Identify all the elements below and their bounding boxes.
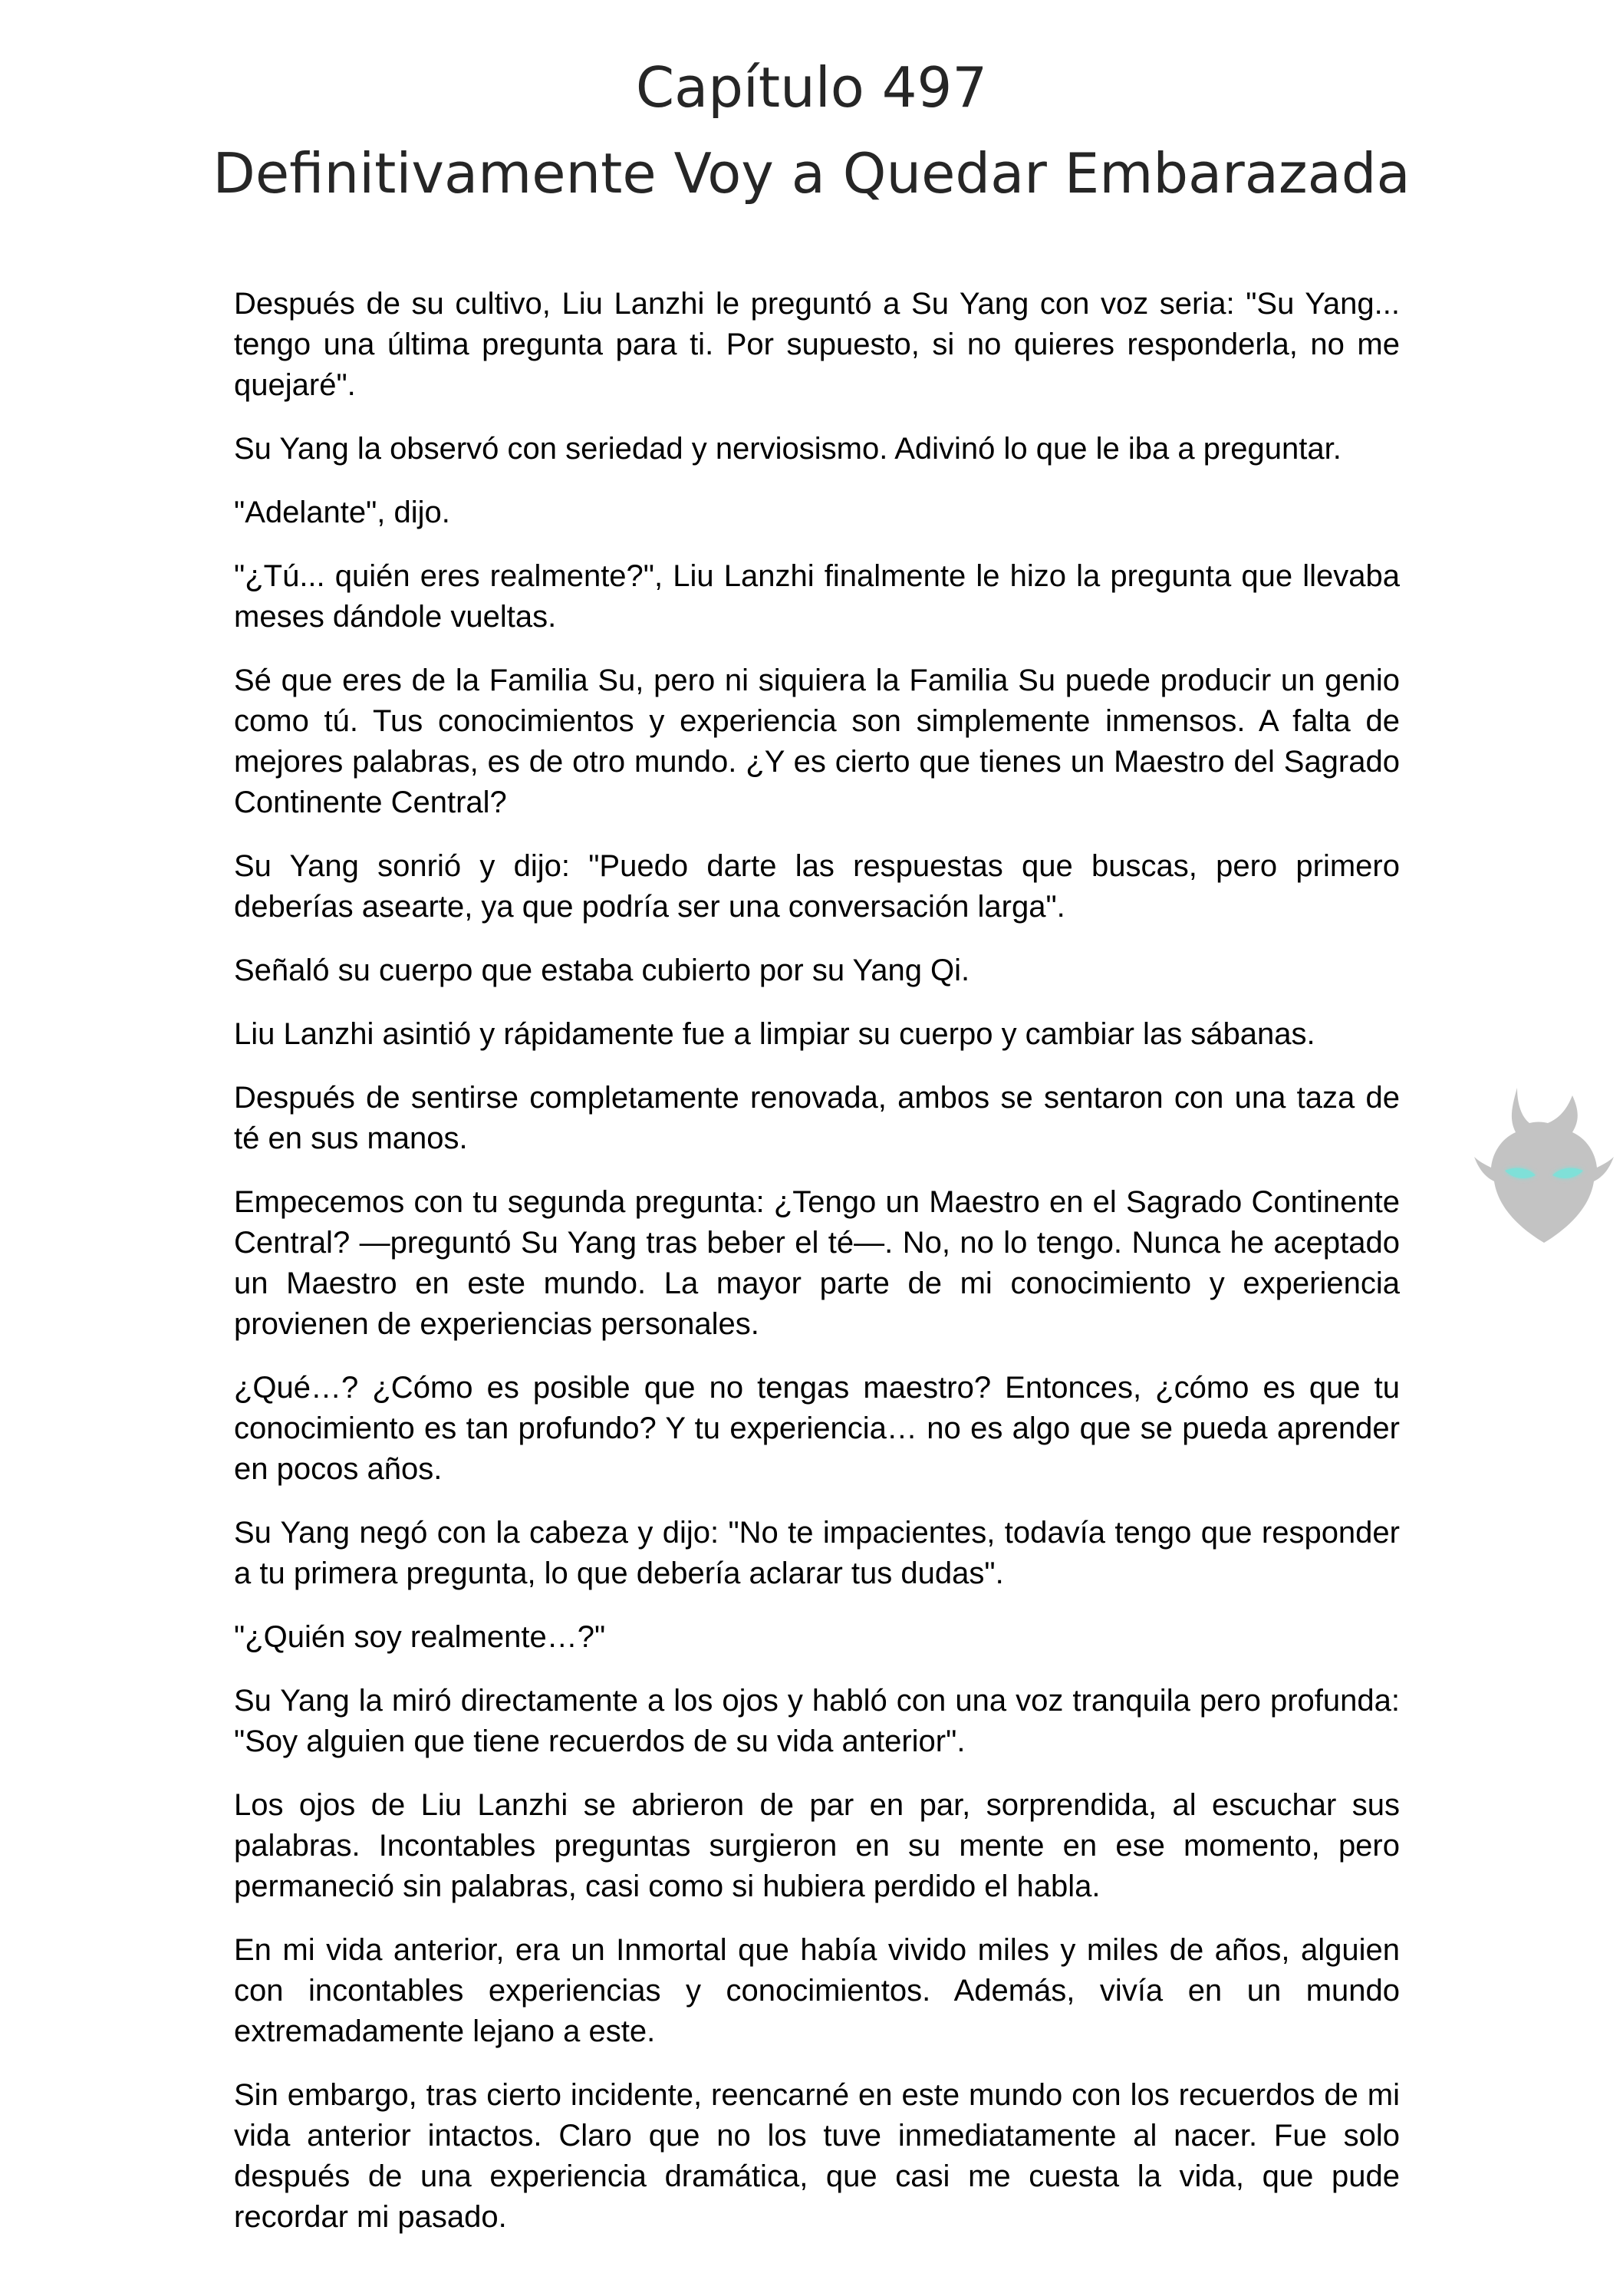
paragraph: Sin embargo, tras cierto incidente, reencarné en este mundo con los recuerdos de mi vida anterior intactos. Claro que no los tuve inmediatamente al nacer. Fue solo después de una experiencia dramática, que casi me cuesta la vida, que pude recordar mi pasado.: [234, 2078, 1400, 2234]
demon-head-icon: [1471, 1072, 1617, 1249]
paragraph: "¿Quién soy realmente…?": [234, 1620, 606, 1654]
paragraph: Su Yang sonrió y dijo: "Puedo darte las respuestas que buscas, pero primero deberías asearte, ya que podría ser una conversación larga".: [234, 849, 1400, 924]
paragraph: Su Yang la miró directamente a los ojos y habló con una voz tranquila pero profunda: "Soy alguien que tiene recuerdos de su vida anterior".: [234, 1684, 1400, 1758]
chapter-title: Definitivamente Voy a Quedar Embarazada: [212, 141, 1411, 206]
paragraph: ¿Qué…? ¿Cómo es posible que no tengas maestro? Entonces, ¿cómo es que tu conocimiento es tan profundo? Y tu experiencia… no es algo que se pueda aprender en pocos años.: [234, 1371, 1400, 1486]
paragraph: "Adelante", dijo.: [234, 496, 450, 529]
chapter-number: Capítulo 497: [635, 55, 988, 120]
paragraph: Liu Lanzhi asintió y rápidamente fue a limpiar su cuerpo y cambiar las sábanas.: [234, 1017, 1315, 1051]
paragraph: Señaló su cuerpo que estaba cubierto por su Yang Qi.: [234, 954, 970, 987]
paragraph: En mi vida anterior, era un Inmortal que había vivido miles y miles de años, alguien con incontables experiencias y conocimientos. Además, vivía en un mundo extremadamente lejano a este.: [234, 1933, 1400, 2048]
chapter-body: [234, 284, 1400, 2261]
chapter-heading: [0, 44, 1623, 216]
paragraph: Empecemos con tu segunda pregunta: ¿Tengo un Maestro en el Sagrado Continente Central? —preguntó Su Yang tras beber el té—. No, no lo tengo. Nunca he aceptado un Maestro en este mundo. La mayor parte de mi conocimiento y experiencia provienen de experiencias personales.: [234, 1185, 1400, 1341]
paragraph: Los ojos de Liu Lanzhi se abrieron de par en par, sorprendida, al escuchar sus palabras. Incontables preguntas surgieron en su mente en ese momento, pero permaneció sin palabras, casi como si hubiera perdido el habla.: [234, 1788, 1400, 1903]
paragraph: Después de sentirse completamente renovada, ambos se sentaron con una taza de té en sus manos.: [234, 1081, 1400, 1155]
paragraph: Su Yang la observó con seriedad y nerviosismo. Adivinó lo que le iba a preguntar.: [234, 432, 1342, 466]
paragraph: "¿Tú... quién eres realmente?", Liu Lanzhi finalmente le hizo la pregunta que llevaba meses dándole vueltas.: [234, 559, 1400, 634]
paragraph: Sé que eres de la Familia Su, pero ni siquiera la Familia Su puede producir un genio como tú. Tus conocimientos y experiencia son simplemente inmensos. A falta de mejores palabras, es de otro mundo. ¿Y es cierto que tienes un Maestro del Sagrado Continente Central?: [234, 664, 1400, 819]
paragraph: Su Yang negó con la cabeza y dijo: "No te impacientes, todavía tengo que responder a tu primera pregunta, lo que debería aclarar tus dudas".: [234, 1516, 1400, 1590]
paragraph: Después de su cultivo, Liu Lanzhi le preguntó a Su Yang con voz seria: "Su Yang... tengo una última pregunta para ti. Por supuesto, si no quieres responderla, no me quejaré".: [234, 287, 1400, 402]
